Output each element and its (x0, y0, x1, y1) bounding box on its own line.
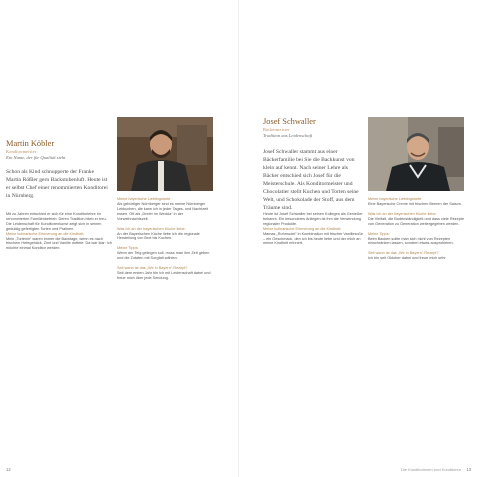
left-caption-text-1: Als gebürtiger Nürnberger sind es meine Nürnberger Lebkuchen, die kann ich in jeder Tages- und Nachtzeit essen. Oft als „Dreier im Weckla“ in der Vorweihnachtszeit. (117, 202, 209, 221)
right-body-subheading: Meine kulinarische Erinnerung an die Kindheit: (263, 226, 342, 231)
right-caption-question-3: Seit wann ist das „Wir in Bayern“-Rezept? (368, 251, 439, 256)
left-caption-question-2: Meine Tipps: (117, 246, 139, 251)
right-name-block (263, 117, 363, 139)
left-name-block (6, 139, 96, 161)
right-caption-question-1: Was ich an der bayerischen Küche liebe: (368, 211, 437, 216)
left-lead-paragraph: Schon als Kind schnupperte der Franke Martin Rößler gern Backstubenluft. Heute ist er selbst Chef einer renommierten Konditorei in Nürnberg. (6, 169, 108, 199)
running-footer: Die Konditorinnen und Konditoren (400, 467, 461, 472)
right-page (239, 0, 477, 477)
left-caption-question-1: Was ich an der bayerischen Küche liebe: (117, 226, 186, 231)
right-body-paragraph-2: Mamas „Rohrnudel“ in Kombination mit frischer Vanillesoße – ein Geschmack, den ich bis heute liebe und der mich an meine Kindheit erinnert. (263, 231, 363, 246)
left-body-paragraph-2: Mein „Tortenin“ waren immer die Backtage, wenn es nach frischem Hefegebäck, Zimt und Vanille duftete. Da war klar: Ich möchte einmal Konditor werden. (6, 236, 112, 251)
left-caption-text-3: Wenn der Teig gelingen soll, muss man ihm Zeit geben und die Zutaten mit Sorgfalt wählen. (117, 251, 210, 261)
left-portrait-photo (117, 117, 213, 191)
left-page-number: 12 (6, 467, 11, 472)
right-caption-text-1: Eine Bayerische Creme mit frischen Beeren der Saison. (368, 202, 462, 206)
right-caption-text-3: Beim Backen sollte man sich nicht von Rezepten einschränken lassen, sondern etwas ausprobieren. (368, 236, 454, 246)
left-body (6, 212, 112, 251)
right-page-number: 13 (466, 467, 471, 472)
left-caption-text-2: An der Bayerischen Küche liebe ich die regionale Herstellung von Brot bis Kuchen. (117, 231, 200, 241)
right-body-paragraph-1: Heute ist Josef Schwaller bei seinen Kollegen als Genießer bekannt. Ein besonderes Anliegen ist ihm die Verwendung regionaler Produkte. (263, 212, 363, 226)
left-body-subheading: Meine kulinarische Erinnerung an die Kindheit: (6, 231, 85, 236)
right-lead-paragraph: Josef Schwaller stammt aus einer Bäckerfamilie bei Sie die Backkunst von klein auf kennt. Nach seiner Lehre als Bäcker entschied sich Josef für die Meisterschule. Als Konditormeister und Chocolatier stellt Kuchen und Torten seine Welt, und Schokolade der Stoff, aus dem Träume sind. (263, 149, 359, 211)
left-caption-question-3: Seit wann ist das „Wir in Bayern“-Rezept? (117, 266, 188, 271)
right-caption-heading: Meine bayerische Lieblingstorte (368, 197, 422, 201)
left-caption-heading: Meine bayerische Lieblingstorte (117, 197, 171, 201)
left-body-paragraph-1: Mit zu Jahren entschied er sich für eine Konditorlehre im renommierten Familienbetrieb. Deren Tradition blieb er treu. Die Leidenschaft für Konditorenkunst zeigt sich in seinen geduldig gefertigten Torten und Pralinen. (6, 212, 107, 231)
left-person-role: Konditormeister (6, 149, 37, 154)
right-caption-column (368, 197, 464, 264)
right-portrait-photo (368, 117, 464, 191)
left-caption-text-4: Seit dem ersten Jahr bin ich mit Leidenschaft dabei und freue mich über jede Sendung. (117, 270, 211, 280)
right-person-name: Josef Schwaller (263, 117, 316, 126)
right-caption-text-4: Ich bin seit Oktober dabei und freue mich sehr. (368, 256, 447, 261)
left-caption-column (117, 197, 213, 284)
left-person-quote: Ein Name, der für Qualität steht (6, 155, 66, 160)
left-page (0, 0, 238, 477)
right-caption-question-2: Meine Tipps: (368, 231, 390, 236)
right-caption-text-2: Die Vielfalt, die Bodenständigkeit und dass viele Rezepte von Generation zu Generation weitergegeben werden. (368, 216, 464, 226)
left-person-name: Martin Köbler (6, 139, 55, 148)
right-person-role: Bäckermeister (263, 127, 290, 132)
right-body (263, 212, 363, 246)
right-person-quote: Tradition aus Leidenschaft (263, 133, 313, 138)
